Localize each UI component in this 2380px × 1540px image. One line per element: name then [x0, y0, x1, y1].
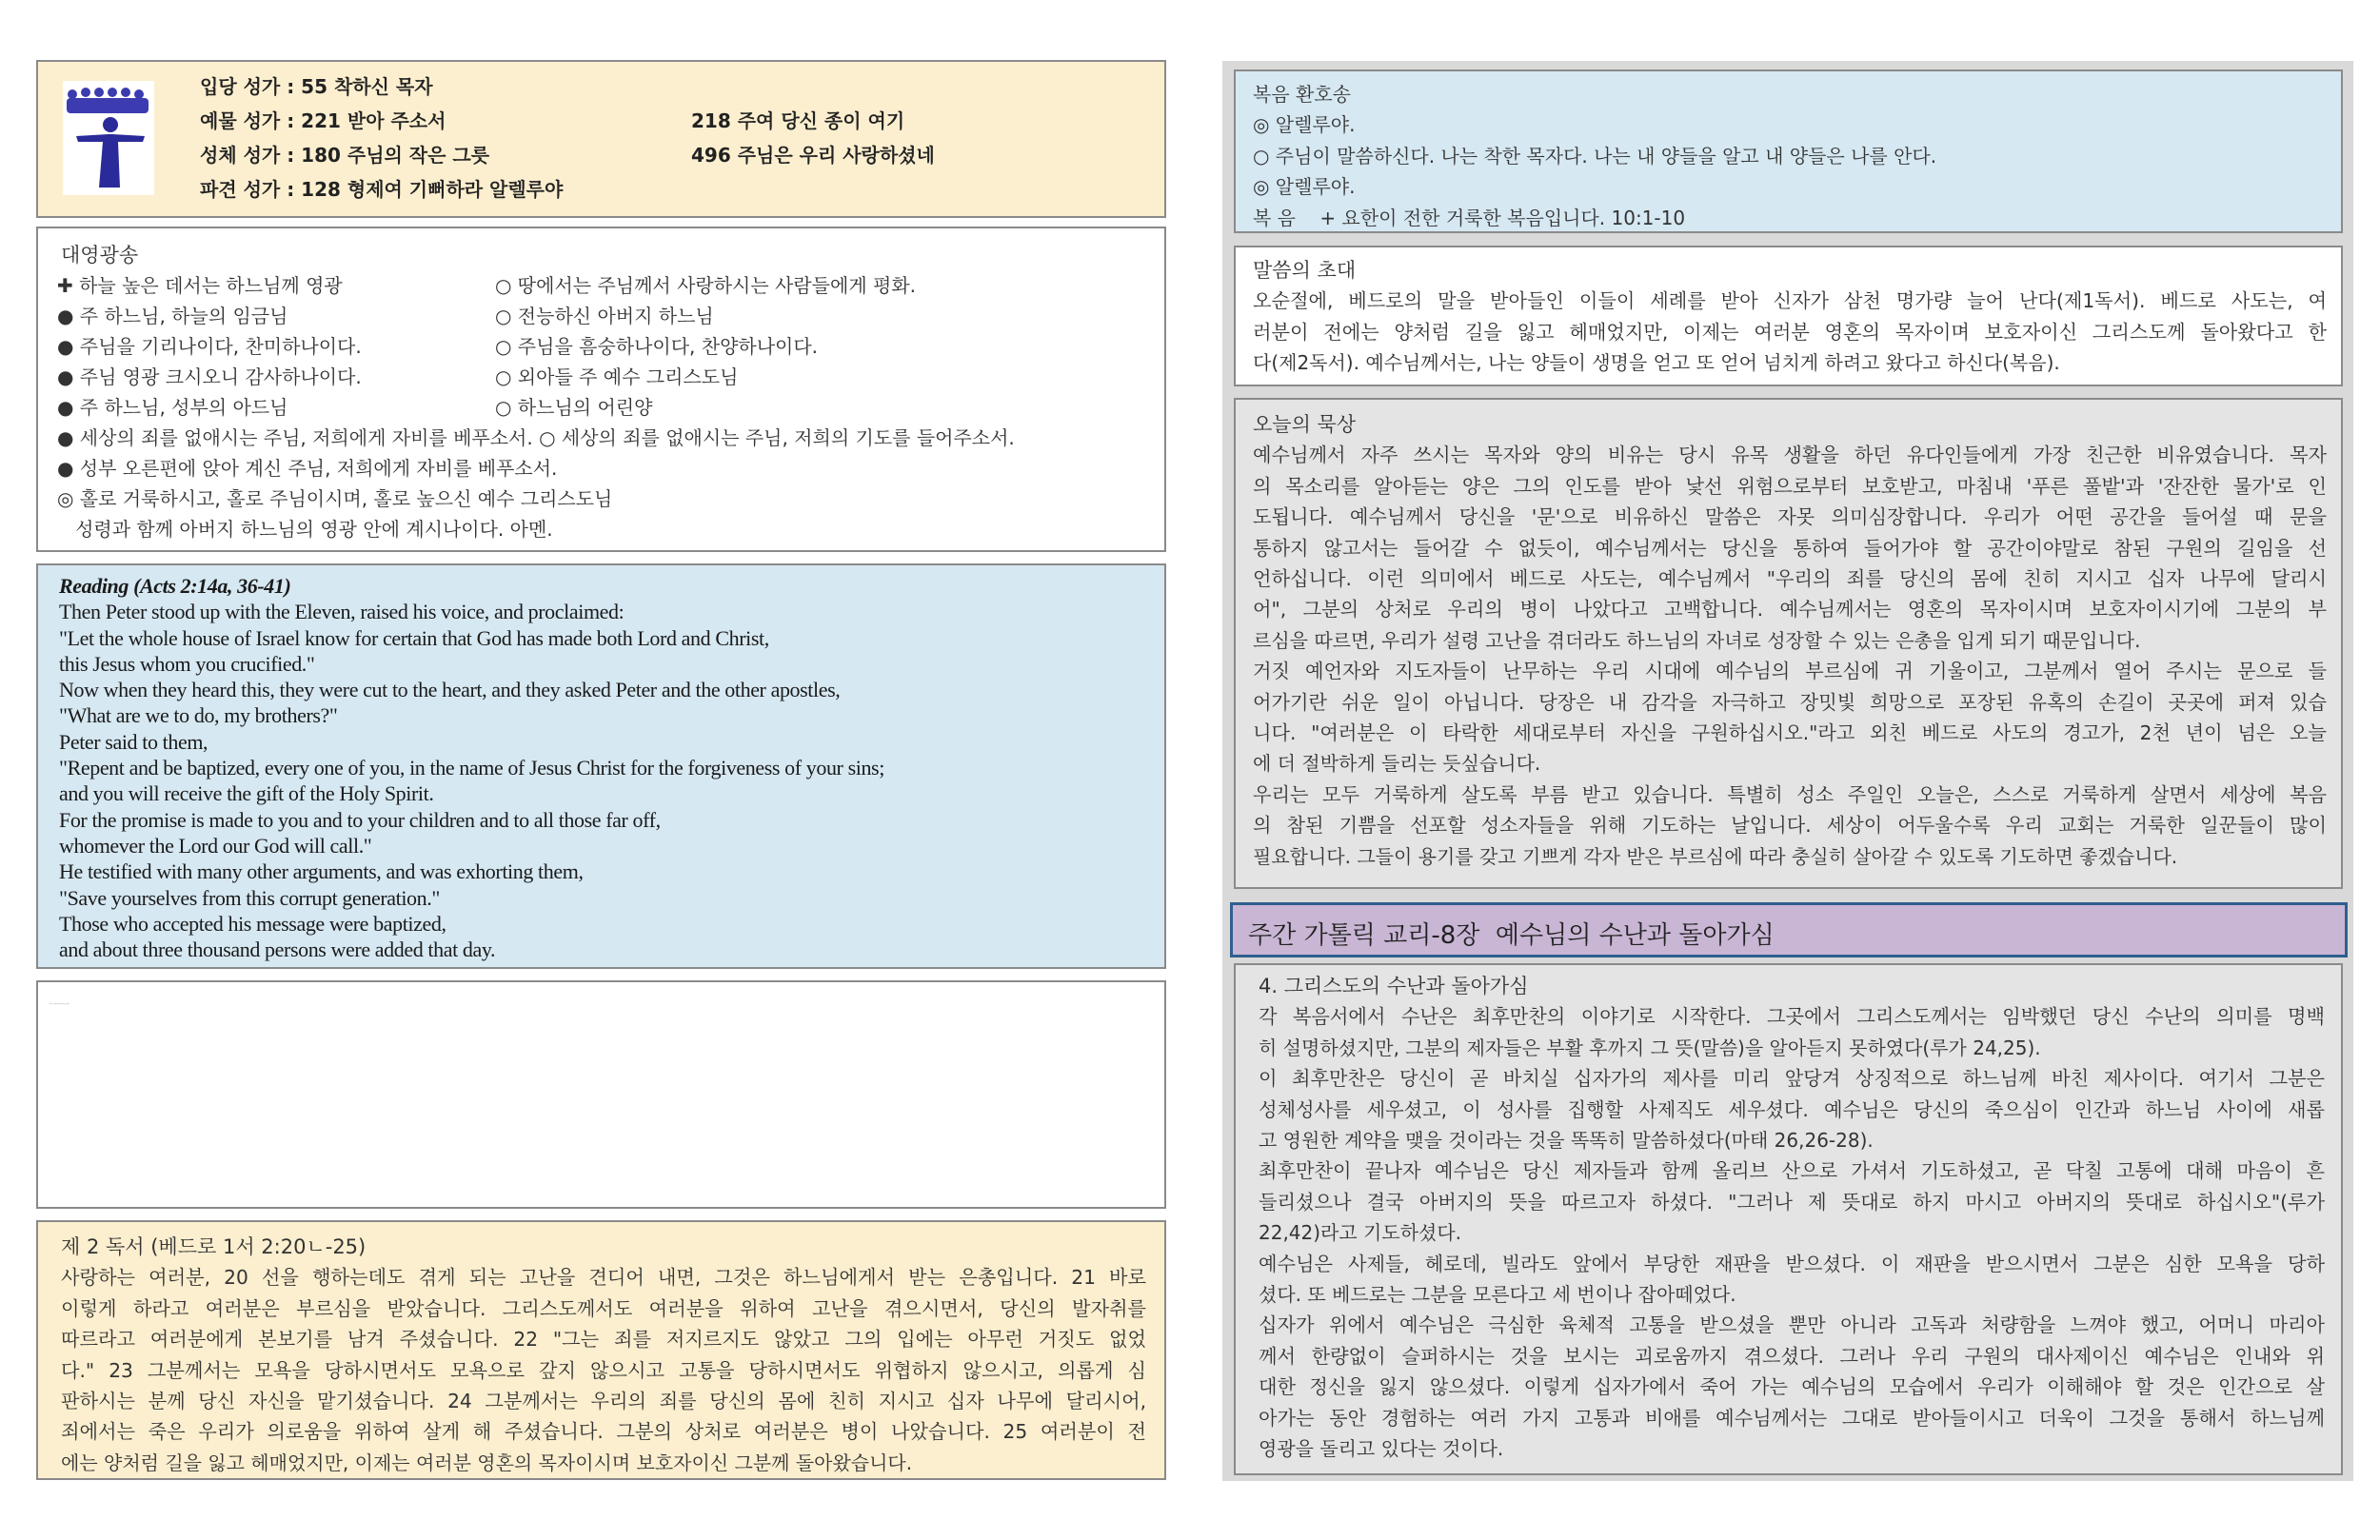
- gloria-box: [36, 227, 1166, 552]
- second-reading-line: 이렇게 하라고 여러분은 부르심을 받았습니다. 그리스도께서도 여러분을 위하여 고난을 겪으시면서, 당신의 발자취를: [61, 1296, 1146, 1320]
- catechism-line: 영광을 돌리고 있다는 것이다.: [1259, 1437, 1504, 1461]
- meditation-box: [1234, 398, 2343, 889]
- psalm-line: [50, 1052, 1156, 1082]
- second-reading-line: 죄에서는 죽은 우리가 의로움을 위하여 살게 해 주셨습니다. 그분의 상처로 여러분은 병이 나았습니다. 25 여러분이 전: [61, 1420, 1146, 1444]
- second-reading-line: 에는 양처럼 길을 잃고 헤매었지만, 이제는 여러분 영혼의 목자이시며 보호자이신 그분께 돌아왔습니다.: [61, 1451, 913, 1474]
- gloria-title: 대영광송: [61, 244, 139, 267]
- catechism-line: 십자가 위에서 예수님은 극심한 육체적 고통을 받으셨을 뿐만 아니라 고독과 처량함을 느껴야 했고, 어머니 마리아: [1259, 1313, 2325, 1337]
- invitation-box: [1234, 246, 2343, 386]
- meditation-line: 통하지 않고서는 들어갈 수 없듯이, 예수님께서는 당신을 통하여 들어가야 할 공간이야말로 참된 구원의 길임을 선: [1253, 536, 2327, 560]
- catechism-line: 대한 정신을 잃지 않으셨다. 이렇게 십자가에서 죽어 가는 예수님의 모습에서 우리가 이해해야 할 것은 인간으로 살: [1259, 1375, 2325, 1399]
- reading-line: For the promise is made to you and to your children and to all those far off,: [59, 807, 661, 832]
- offertory-hymn: 예물 성가 : 221 받아 주소서: [200, 109, 446, 132]
- reading-line: Then Peter stood up with the Eleven, raised his voice, and proclaimed:: [59, 600, 625, 624]
- choir-icon: [63, 81, 154, 195]
- reading-line: "Repent and be baptized, every one of you, in the name of Jesus Christ for the forgiveness of your sins;: [59, 756, 884, 780]
- invitation-line: 오순절에, 베드로의 말을 받아들인 이들이 세례를 받아 신자가 삼천 명가량 늘어 난다(제1독서). 베드로 사도는, 여: [1253, 289, 2327, 313]
- second-reading-line: 다." 23 그분께서는 모욕을 당하시면서도 모욕으로 갚지 않으시고 고통을 당하시면서도 위협하지 않으시고, 의롭게 심: [61, 1358, 1146, 1382]
- gloria-line: 성령과 함께 아버지 하느님의 영광 안에 계시나이다. 아멘.: [57, 518, 553, 541]
- meditation-line: 우리는 모두 거룩하게 살도록 부름 받고 있습니다. 특별히 성소 주일인 오늘은, 스스로 거룩하게 살면서 세상에 복음: [1253, 782, 2327, 806]
- second-reading-line: 사랑하는 여러분, 20 선을 행하는데도 겪게 되는 고난을 견디어 내면, 그것은 하느님에게서 받는 은총입니다. 21 바로: [61, 1266, 1146, 1290]
- meditation-line: 니다. "여러분은 이 타락한 세대로부터 자신을 구원하십시오."라고 외친 베드로 사도의 경고가, 2천 년이 넘은 오늘: [1253, 721, 2327, 745]
- meditation-line: 의 참된 기쁨을 선포할 성소자들을 위해 기도하는 날입니다. 세상이 어두울수록 우리 교회는 거룩한 일꾼들이 많이: [1253, 814, 2327, 838]
- psalm-line: [50, 1144, 1156, 1175]
- reading-line: this Jesus whom you crucified.": [59, 651, 315, 676]
- reading-line: whomever the Lord our God will call.": [59, 833, 372, 858]
- gloria-line: ◎ 홀로 거룩하시고, 홀로 주님이시며, 홀로 높으신 예수 그리스도님: [57, 487, 613, 510]
- reading-line: Those who accepted his message were baptized,: [59, 911, 446, 936]
- catechism-header-title: 주간 가톨릭 교리-8장 예수님의 수난과 돌아가심: [1248, 921, 1775, 950]
- invitation-title: 말씀의 초대: [1253, 259, 1357, 282]
- reading-line: "What are we to do, my brothers?": [59, 703, 338, 728]
- gospel-line: ○ 주님이 말씀하신다. 나는 착한 목자다. 나는 내 양들을 알고 내 양들은 나를 안다.: [1253, 144, 1937, 168]
- catechism-line: 고 영원한 계약을 맺을 것이라는 것을 똑똑히 말씀하셨다(마태 26,26-28).: [1259, 1129, 1874, 1153]
- catechism-header: [1230, 902, 2348, 958]
- catechism-box: [1234, 963, 2343, 1475]
- psalm-line: [50, 1082, 1156, 1113]
- psalm-line: [50, 1175, 1156, 1205]
- catechism-line: 셨다. 또 베드로는 그분을 모른다고 세 번이나 잡아떼었다.: [1259, 1283, 1736, 1307]
- catechism-line: 이 최후만찬은 당신이 곧 바치실 십자가의 제사를 미리 앞당겨 상징적으로 하느님께 바친 제사이다. 여기서 그분은: [1259, 1067, 2325, 1091]
- responsorial-psalm-box: [36, 980, 1166, 1209]
- first-reading-box: [36, 563, 1166, 969]
- second-reading-box: [36, 1220, 1166, 1480]
- meditation-line: 도됩니다. 예수님께서 당신을 '문'으로 비유하신 말씀은 자못 의미심장합니다. 우리가 어떤 공간을 들어설 때 문을: [1253, 505, 2327, 529]
- invitation-line: 다(제2독서). 예수님께서는, 나는 양들이 생명을 얻고 또 얻어 넘치게 하려고 왔다고 하신다(복음).: [1253, 351, 2060, 375]
- psalm-line: [50, 1114, 1156, 1144]
- reading-line: and about three thousand persons were added that day.: [59, 938, 496, 962]
- reading-line: "Save yourselves from this corrupt generation.": [59, 885, 440, 910]
- catechism-line: 께서 한량없이 슬퍼하시는 것을 보시는 괴로움까지 겪으셨다. 그러나 우리 구원의 대사제이신 예수님은 인내와 위: [1259, 1344, 2325, 1368]
- entrance-hymn: 입당 성가 : 55 착하신 목자: [200, 75, 433, 98]
- catechism-line: 히 설명하셨지만, 그분의 제자들은 부활 후까지 그 뜻(말씀)을 알아듣지 못하였다(루가 24,25).: [1259, 1036, 2041, 1059]
- psalm-line: [50, 1020, 1156, 1051]
- gospel-line: ◎ 알렐루야.: [1253, 113, 1356, 137]
- gloria-line: ○ 하느님의 어린양: [495, 396, 653, 419]
- second-reading-line: 따르라고 여러분에게 본보기를 남겨 주셨습니다. 22 "그는 죄를 저지르지도 않았고 그의 입에는 아무런 거짓도 없었: [61, 1328, 1146, 1352]
- catechism-line: 22,42)라고 기도하셨다.: [1259, 1221, 1462, 1245]
- catechism-line: 아가는 동안 경험하는 여러 가지 고통과 비애를 예수님께서는 그대로 받아들이시고 더욱이 그것을 통해서 하느님께: [1259, 1406, 2325, 1430]
- second-reading-title: 제 2 독서 (베드로 1서 2:20ㄴ-25): [61, 1235, 367, 1258]
- gospel-acclamation-box: [1234, 69, 2343, 233]
- reading-line: "Let the whole house of Israel know for certain that God has made both Lord and Christ,: [59, 625, 769, 650]
- dismissal-hymn: 파견 성가 : 128 형제여 기뻐하라 알렐루야: [200, 178, 564, 201]
- catechism-line: 성체성사를 세우셨고, 이 성사를 집행할 사제직도 세우셨다. 예수님은 당신의 죽으심이 인간과 하느님 사이에 새롭: [1259, 1097, 2325, 1121]
- psalm-title: 화답송 ◎ 주님은 나의 목자, 아쉬울 것 없어라.: [50, 1004, 69, 1005]
- meditation-line: 거짓 예언자와 지도자들이 난무하는 우리 시대에 예수님의 부르심에 귀 기울이고, 그분께서 열어 주시는 문으로 들: [1253, 660, 2327, 683]
- reading-line: and you will receive the gift of the Holy Spirit.: [59, 781, 434, 806]
- gloria-line: ○ 주님을 흠숭하나이다, 찬양하나이다.: [495, 335, 819, 358]
- gloria-line: ● 주님 영광 크시오니 감사하나이다.: [57, 365, 362, 388]
- gloria-line: ● 주님을 기리나이다, 찬미하나이다.: [57, 335, 362, 358]
- gloria-line: ● 주 하느님, 성부의 아드님: [57, 396, 288, 419]
- meditation-line: 필요합니다. 그들이 용기를 갖고 기쁘게 각자 받은 부르심에 따라 충실히 살아갈 수 있도록 기도하면 좋겠습니다.: [1253, 844, 2178, 868]
- catechism-line: 들리셨으나 결국 아버지의 뜻을 따르고자 하셨다. "그러나 제 뜻대로 하지 마시고 아버지의 뜻대로 하십시오"(루가: [1259, 1190, 2325, 1214]
- gloria-line: ● 성부 오른편에 앉아 계신 주님, 저희에게 자비를 베푸소서.: [57, 457, 558, 480]
- meditation-title: 오늘의 묵상: [1253, 413, 1357, 436]
- communion-hymn-alt: 496 주님은 우리 사랑하셨네: [691, 144, 935, 167]
- gloria-line: ○ 전능하신 아버지 하느님: [495, 305, 714, 327]
- invitation-line: 러분이 전에는 양처럼 길을 잃고 헤매었지만, 이제는 여러분 영혼의 목자이며 보호자이신 그리스도께 돌아왔다고 한: [1253, 320, 2327, 344]
- meditation-line: 르심을 따르면, 우리가 설령 고난을 겪더라도 하느님의 자녀로 성장할 수 있는 은총을 입게 되기 때문입니다.: [1253, 628, 2141, 652]
- meditation-line: 의 목소리를 알아듣는 양은 그의 인도를 받아 낯선 위험으로부터 보호받고, 마침내 '푸른 풀밭'과 '잔잔한 물가'로 인: [1253, 474, 2327, 498]
- gospel-line: 복 음 + 요한이 전한 거룩한 복음입니다. 10:1-10: [1253, 206, 1686, 229]
- catechism-line: 최후만찬이 끝나자 예수님은 당신 제자들과 함께 올리브 산으로 가셔서 기도하셨고, 곧 닥칠 고통에 대해 마음이 흔: [1259, 1159, 2325, 1183]
- meditation-line: 어", 그분의 상처로 우리의 병이 나았다고 고백합니다. 예수님께서는 영혼의 목자이시며 보호자이시기에 그분의 부: [1253, 598, 2327, 622]
- gospel-line: 복음 환호송: [1253, 83, 1351, 106]
- gloria-line: ○ 외아들 주 예수 그리스도님: [495, 365, 739, 388]
- catechism-line: 각 복음서에서 수난은 최후만찬의 이야기로 시작한다. 그곳에서 그리스도께서는 임박했던 당신 수난의 의미를 명백: [1259, 1005, 2325, 1029]
- meditation-line: 언하십니다. 이런 의미에서 베드로 사도는, 예수님께서 "우리의 죄를 당신의 몸에 친히 지시고 십자 나무에 달리시: [1253, 567, 2327, 591]
- gloria-line: ○ 땅에서는 주님께서 사랑하시는 사람들에게 평화.: [495, 274, 916, 297]
- gloria-line: ● 주 하느님, 하늘의 임금님: [57, 305, 288, 327]
- meditation-line: 어가기란 쉬운 일이 아닙니다. 당장은 내 감각을 자극하고 장밋빛 희망으로 포장된 유혹의 손길이 곳곳에 퍼져 있습: [1253, 690, 2327, 714]
- reading-line: Peter said to them,: [59, 729, 208, 754]
- reading-title: Reading (Acts 2:14a, 36-41): [59, 574, 291, 598]
- second-reading-line: 판하시는 분께 당신 자신을 맡기셨습니다. 24 그분께서는 우리의 죄를 당신의 몸에 친히 지시고 십자 나무에 달리시어,: [61, 1390, 1146, 1413]
- gospel-line: ◎ 알렐루야.: [1253, 175, 1356, 199]
- hymns-box: [36, 60, 1166, 218]
- gloria-line: ✚ 하늘 높은 데서는 하느님께 영광: [57, 274, 343, 297]
- catechism-title: 4. 그리스도의 수난과 돌아가심: [1259, 975, 1529, 997]
- catechism-line: 예수님은 사제들, 헤로데, 빌라도 앞에서 부당한 재판을 받으셨다. 이 재판을 받으시면서 그분은 심한 모욕을 당하: [1259, 1252, 2325, 1275]
- reading-line: He testified with many other arguments, and was exhorting them,: [59, 859, 584, 884]
- offertory-hymn-alt: 218 주여 당신 종이 여기: [691, 109, 905, 132]
- reading-line: Now when they heard this, they were cut to the heart, and they asked Peter and the other apostles,: [59, 678, 841, 702]
- meditation-line: 에 더 절박하게 들리는 듯싶습니다.: [1253, 752, 1541, 776]
- meditation-line: 예수님께서 자주 쓰시는 목자와 양의 비유는 당시 유목 생활을 하던 유다인들에게 가장 친근한 비유였습니다. 목자: [1253, 444, 2327, 467]
- communion-hymn: 성체 성가 : 180 주님의 작은 그릇: [200, 144, 490, 167]
- gloria-line: ● 세상의 죄를 없애시는 주님, 저희에게 자비를 베푸소서. ○ 세상의 죄를 없애시는 주님, 저희의 기도를 들어주소서.: [57, 426, 1015, 449]
